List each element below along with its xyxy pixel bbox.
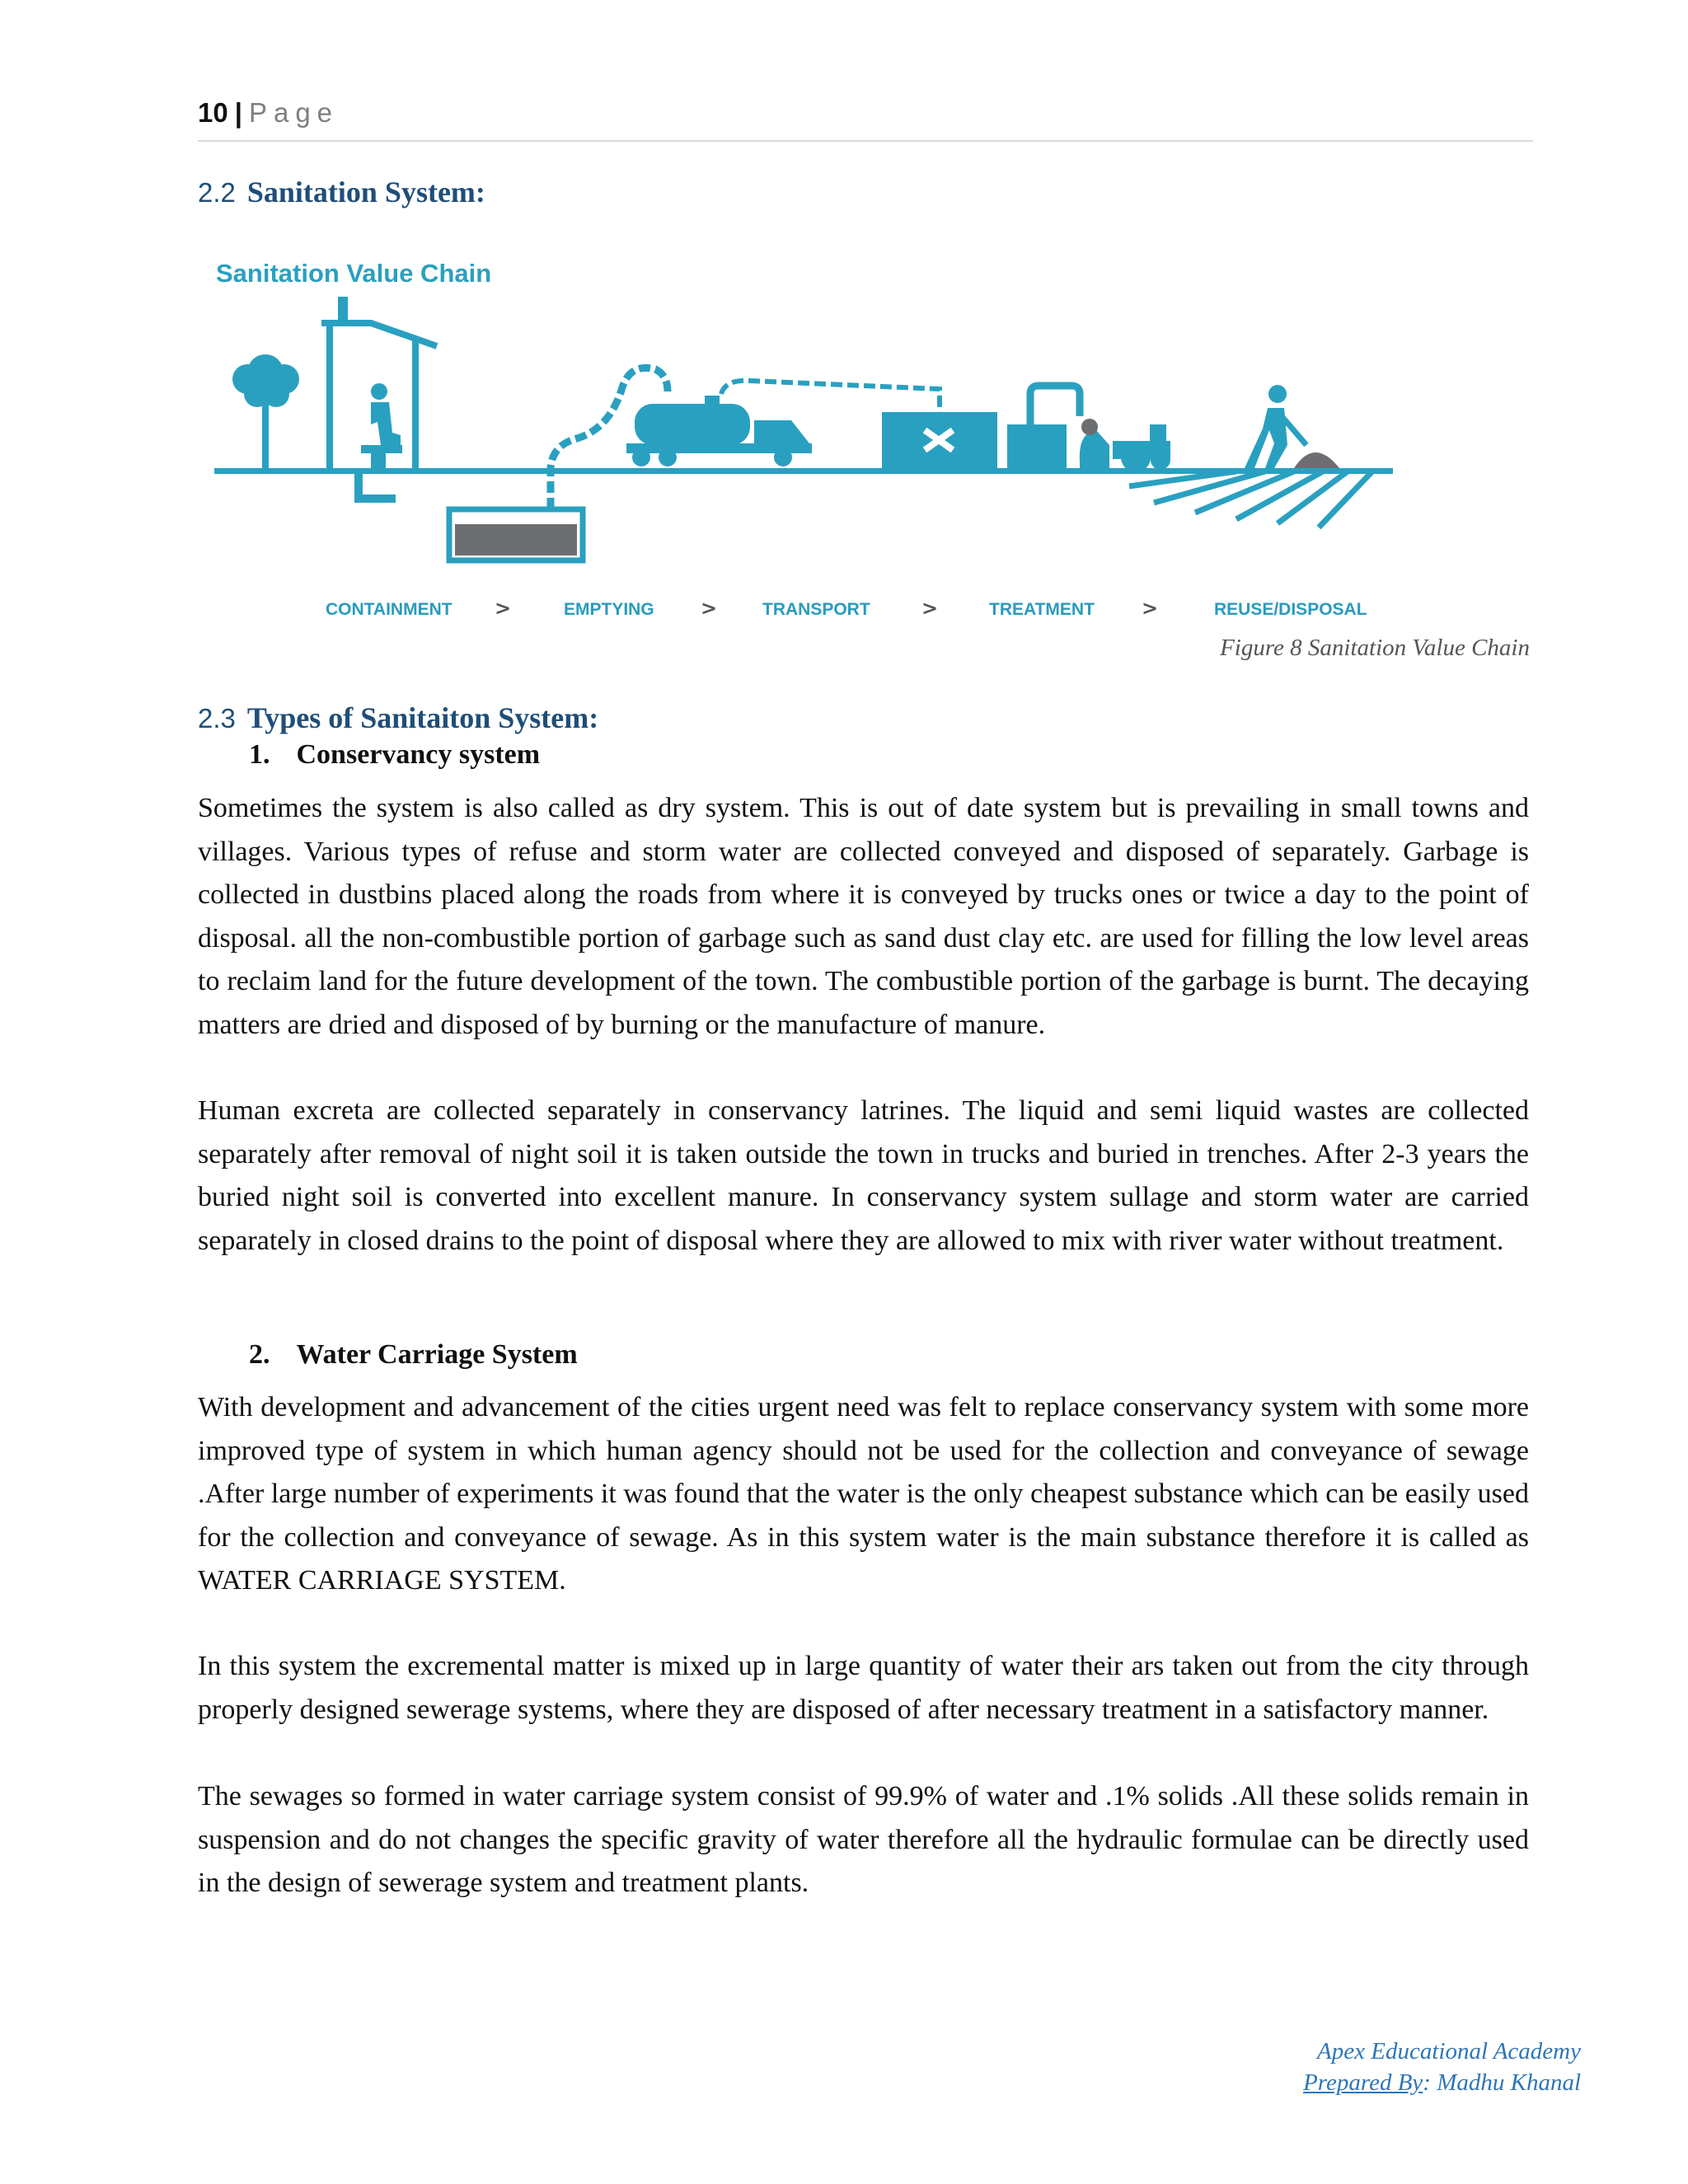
header-separator: | bbox=[234, 97, 242, 128]
stage-emptying: EMPTYING bbox=[564, 600, 654, 619]
farmer-icon bbox=[1245, 385, 1339, 468]
footer bbox=[1303, 2036, 1581, 2098]
field-furrows-icon bbox=[1129, 471, 1372, 527]
figure-title: Sanitation Value Chain bbox=[216, 259, 492, 288]
chevron-right-icon: > bbox=[495, 597, 512, 620]
subheading-water-carriage-system bbox=[249, 1339, 578, 1371]
stage-transport: TRANSPORT bbox=[762, 600, 870, 619]
treatment-plant-icon bbox=[882, 386, 1080, 468]
stage-treatment: TREATMENT bbox=[989, 600, 1095, 619]
stage-containment: CONTAINMENT bbox=[326, 600, 452, 619]
section-number: 2.3 bbox=[198, 703, 236, 733]
paragraph-human-excreta: Human excreta are collected separately in conservancy latrines. The liquid and semi liquid wastes are collected separately after removal of night soil it is taken outside the town in trucks and buried in trenches. After 2-3 years the buried night soil is converted into excellent manure. In conservancy system sullage and storm water are carried separately in closed drains to the point of disposal where they are allowed to mix with river water without treatment. bbox=[198, 1095, 1529, 1256]
subheading-conservancy-system bbox=[249, 739, 540, 771]
chevron-right-icon: > bbox=[1142, 597, 1159, 620]
pit-icon bbox=[449, 509, 583, 560]
value-chain-illustration bbox=[206, 247, 1418, 643]
prepared-by-label: Prepared By bbox=[1303, 2069, 1423, 2096]
list-number: 2. bbox=[249, 1339, 270, 1370]
stage-reuse-disposal: REUSE/DISPOSAL bbox=[1214, 600, 1367, 619]
subheading-title: Conservancy system bbox=[296, 739, 541, 770]
section-heading-2-3 bbox=[198, 701, 598, 735]
footer-academy: Apex Educational Academy bbox=[1317, 2038, 1581, 2064]
section-number: 2.2 bbox=[198, 177, 236, 208]
tractor-icon bbox=[1080, 419, 1170, 472]
paragraph-sewage-composition: The sewages so formed in water carriage system consist of 99.9% of water and .1% solids .All these solids remain in suspension and do not changes the specific gravity of water therefore all the hydraulic formulae can be directly used in the design of sewerage system and treatment plants. bbox=[198, 1781, 1529, 1898]
vacuum-truck-icon bbox=[626, 396, 812, 466]
section-title: Sanitation System: bbox=[246, 176, 485, 209]
footer-prepared-by bbox=[1303, 2067, 1581, 2098]
paragraph-excremental-matter: In this system the excremental matter is mixed up in large quantity of water their ars taken out from the city through properly designed sewerage systems, where they are disposed of after necessary treatment in a satisfactory manner. bbox=[198, 1651, 1529, 1725]
subheading-title: Water Carriage System bbox=[296, 1339, 578, 1370]
figure-caption: Figure 8 Sanitation Value Chain bbox=[1220, 635, 1530, 661]
chevron-right-icon: > bbox=[921, 597, 939, 620]
prepared-by-name: : Madhu Khanal bbox=[1423, 2069, 1581, 2096]
page-number: 10 bbox=[198, 97, 228, 128]
list-number: 1. bbox=[249, 739, 270, 770]
section-heading-2-2 bbox=[198, 175, 485, 209]
paragraph-dry-system: Sometimes the system is also called as dry system. This is out of date system but is prevailing in small towns and villages. Various types of refuse and storm water are collected conveyed and disposed of separately. Garbage is collected in dustbins placed along the roads from where it is conveyed by trucks ones or twice a day to the point of disposal. all the non-combustible portion of garbage such as sand dust clay etc. are used for filling the low level areas to reclaim land for the future development of the town. The combustible portion of the garbage is burnt. The decaying matters are dried and disposed of by burning or the manufacture of manure. bbox=[198, 793, 1529, 1040]
tree-icon bbox=[232, 354, 299, 470]
chevron-right-icon: > bbox=[701, 597, 718, 620]
section-title: Types of Sanitaiton System: bbox=[246, 701, 599, 734]
paragraph-water-carriage: With development and advancement of the cities urgent need was felt to replace conservancy system with some more improved type of system in which human agency should not be used for the collection and conveyance of sewage .After large number of experiments it was found that the water is the only cheapest substance which can be easily used for the collection and conveyance of sewage. As in this system water is the main substance therefore it is called as WATER CARRIAGE SYSTEM. bbox=[198, 1392, 1529, 1596]
page-header bbox=[198, 97, 1533, 142]
page-word: Page bbox=[248, 97, 340, 128]
sanitation-value-chain-figure bbox=[206, 247, 1418, 643]
transport-pipe-icon bbox=[721, 381, 940, 412]
